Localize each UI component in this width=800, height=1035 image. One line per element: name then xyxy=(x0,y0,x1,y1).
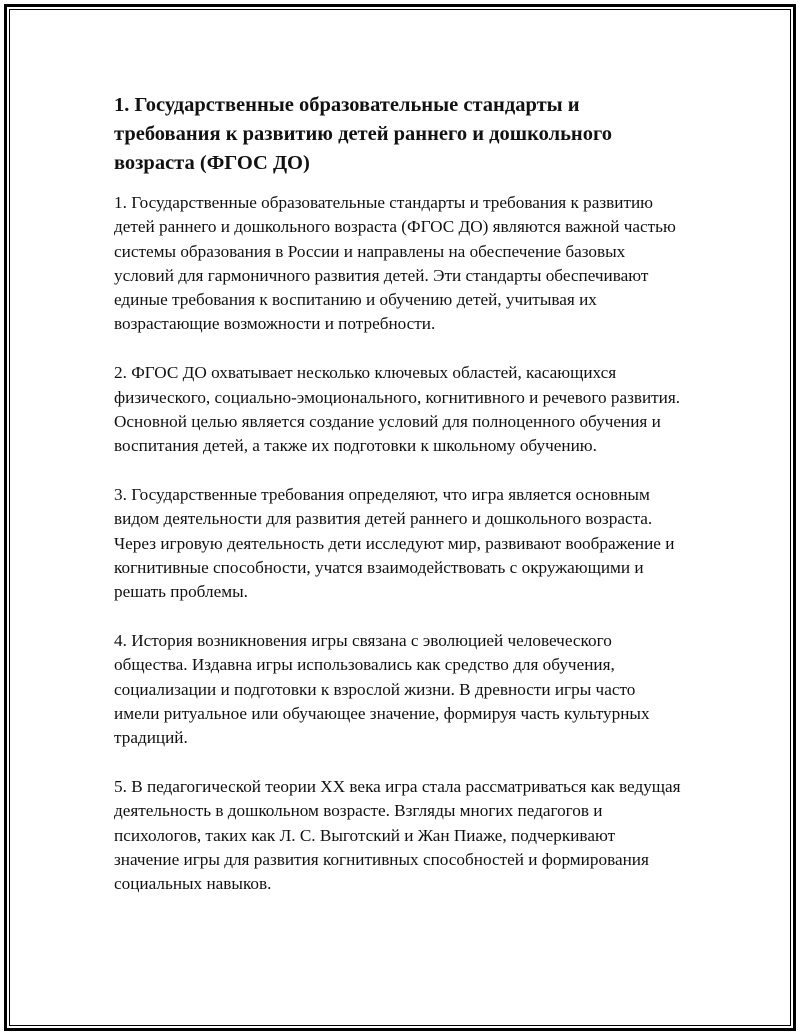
document-heading: 1. Государственные образовательные стандарты и требования к развитию детей раннего и дошкольного возраста (ФГОС ДО) xyxy=(114,94,613,174)
paragraph-5: 5. В педагогической теории XX века игра стала рассматриваться как ведущая деятельность в дошкольном возрасте. Взгляды многих педагогов и психологов, таких как Л. С. Выготский и Жан Пиаже, подчеркивают значение игры для развития когнитивных способностей и формирования социальных навыков. xyxy=(114,776,681,894)
paragraph-4: 4. История возникновения игры связана с эволюцией человеческого общества. Издавна игры использовались как средство для обучения, социализации и подготовки к взрослой жизни. В древности игры часто имели ритуальное или обучающее значение, формируя часть культурных традиций. xyxy=(114,630,650,748)
paragraph-1: 1. Государственные образовательные стандарты и требования к развитию детей раннего и дошкольного возраста (ФГОС ДО) являются важной частью системы образования в России и направлены на обеспечение базовых условий для гармоничного развития детей. Эти стандарты обеспечивают единые требования к воспитанию и обучению детей, учитывая их возрастающие возможности и потребности. xyxy=(114,193,676,334)
document-body xyxy=(114,91,684,921)
paragraph-3: 3. Государственные требования определяют, что игра является основным видом деятельности для развития детей раннего и дошкольного возраста. Через игровую деятельность дети исследуют мир, развивают воображение и когнитивные способности, учатся взаимодействовать с окружающими и решать проблемы. xyxy=(114,484,675,602)
paragraph-2: 2. ФГОС ДО охватывает несколько ключевых областей, касающихся физического, социально-эмоционального, когнитивного и речевого развития. Основной целью является создание условий для полноценного обучения и воспитания детей, а также их подготовки к школьному обучению. xyxy=(114,363,681,456)
